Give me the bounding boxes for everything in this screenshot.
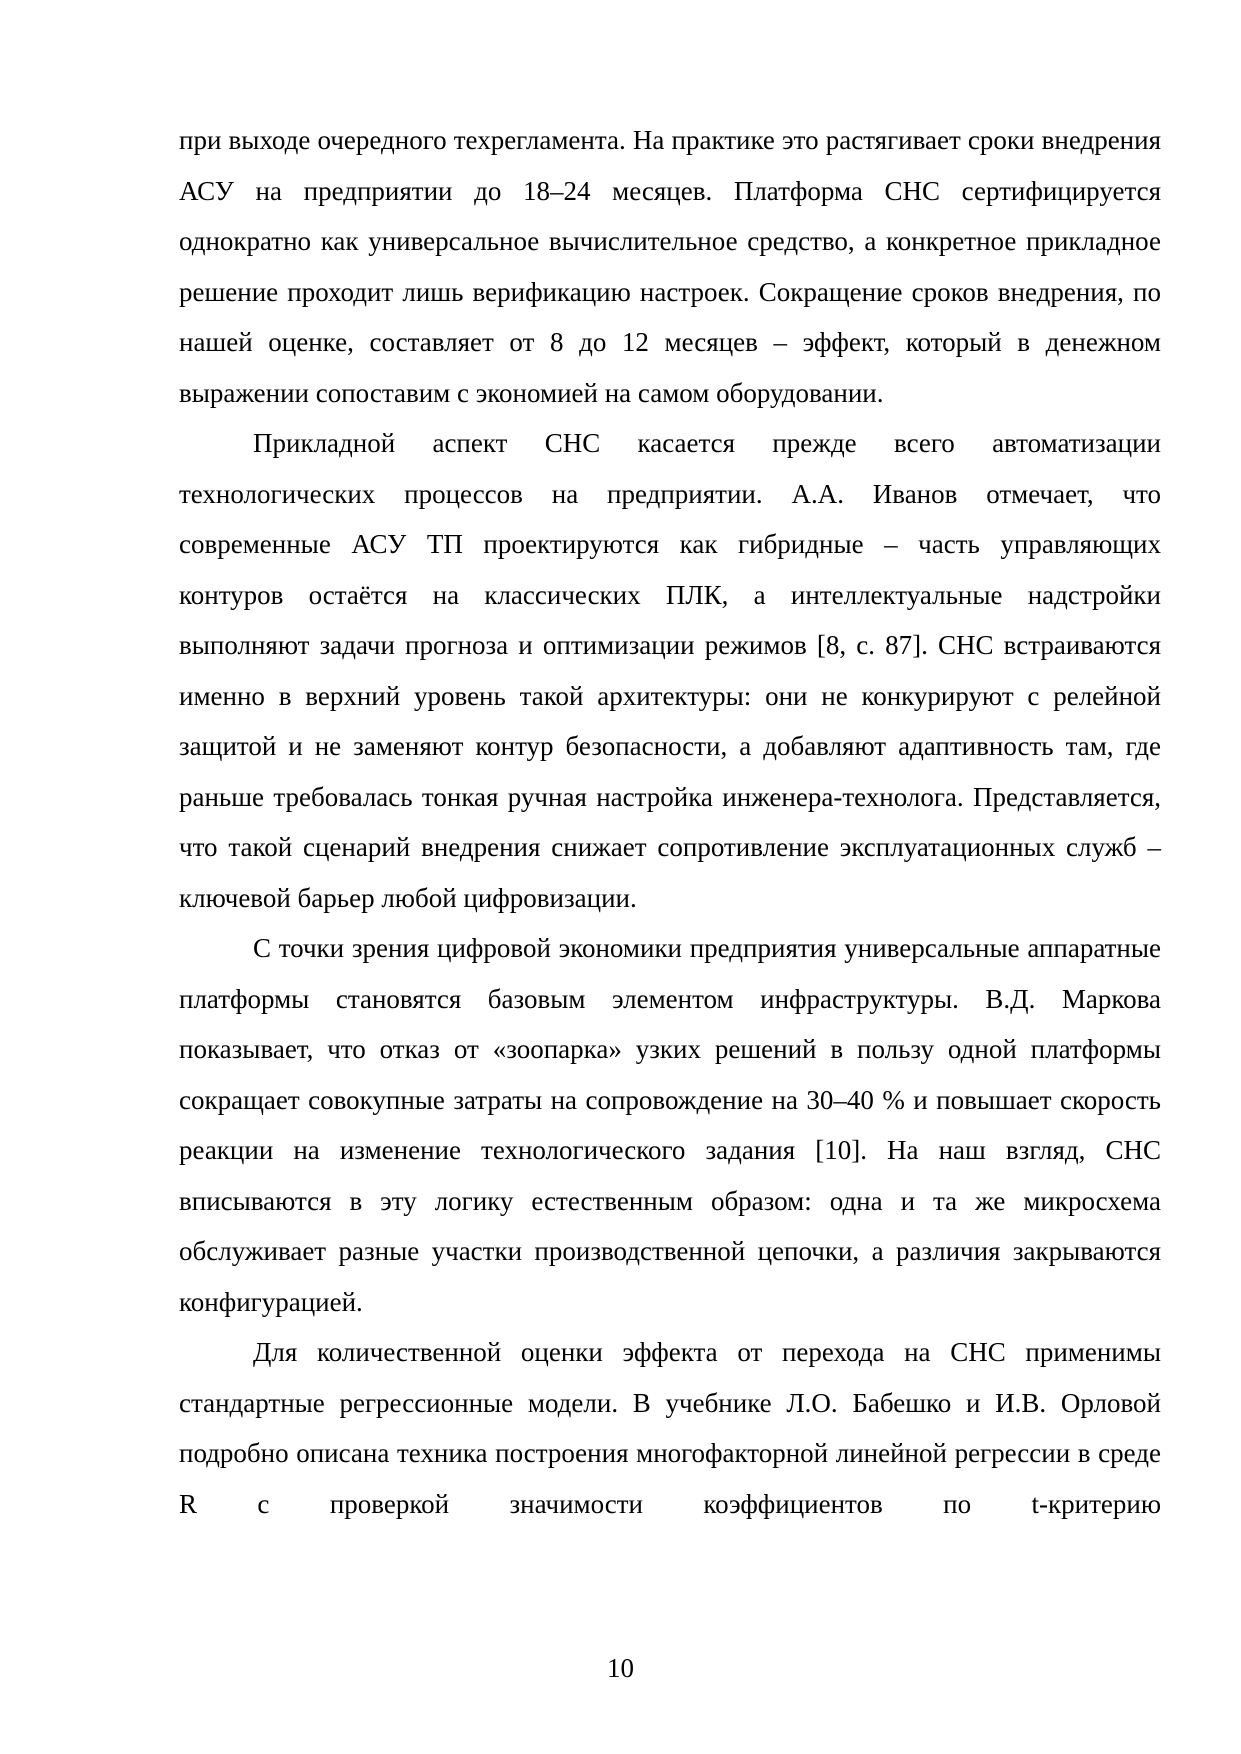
page-number: 10 (607, 1653, 634, 1683)
paragraph-3: С точки зрения цифровой экономики предприятия универсальные аппаратные платформы становятся базовым элементом инфраструктуры. В.Д. Маркова показывает, что отказ от «зоопарка» узких решений в пользу одной платформы сокращает совокупные затраты на сопровождение на 30–40 % и повышает скорость реакции на изменение технологического задания [10]. На наш взгляд, СНС вписываются в эту логику естественным образом: одна и та же микросхема обслуживает разные участки производственной цепочки, а различия закрываются конфигурацией. (179, 933, 1161, 1317)
paragraph-1: при выходе очередного техрегламента. На практике это растягивает сроки внедрения АСУ на предприятии до 18–24 месяцев. Платформа СНС сертифицируется однократно как универсальное вычислительное средство, а конкретное прикладное решение проходит лишь верификацию настроек. Сокращение сроков внедрения, по нашей оценке, составляет от 8 до 12 месяцев – эффект, который в денежном выражении сопоставим с экономией на самом оборудовании. (179, 125, 1161, 408)
document-body (179, 115, 1161, 1529)
paragraph-4: Для количественной оценки эффекта от перехода на СНС применимы стандартные регрессионные модели. В учебнике Л.О. Бабешко и И.В. Орловой подробно описана техника построения многофакторной линейной регрессии в среде R с проверкой значимости коэффициентов по t-критерию (179, 1337, 1161, 1519)
paragraph-2: Прикладной аспект СНС касается прежде всего автоматизации технологических процессов на предприятии. А.А. Иванов отмечает, что современные АСУ ТП проектируются как гибридные – часть управляющих контуров остаётся на классических ПЛК, а интеллектуальные надстройки выполняют задачи прогноза и оптимизации режимов [8, с. 87]. СНС встраиваются именно в верхний уровень такой архитектуры: они не конкурируют с релейной защитой и не заменяют контур безопасности, а добавляют адаптивность там, где раньше требовалась тонкая ручная настройка инженера-технолога. Представляется, что такой сценарий внедрения снижает сопротивление эксплуатационных служб – ключевой барьер любой цифровизации. (179, 428, 1161, 913)
